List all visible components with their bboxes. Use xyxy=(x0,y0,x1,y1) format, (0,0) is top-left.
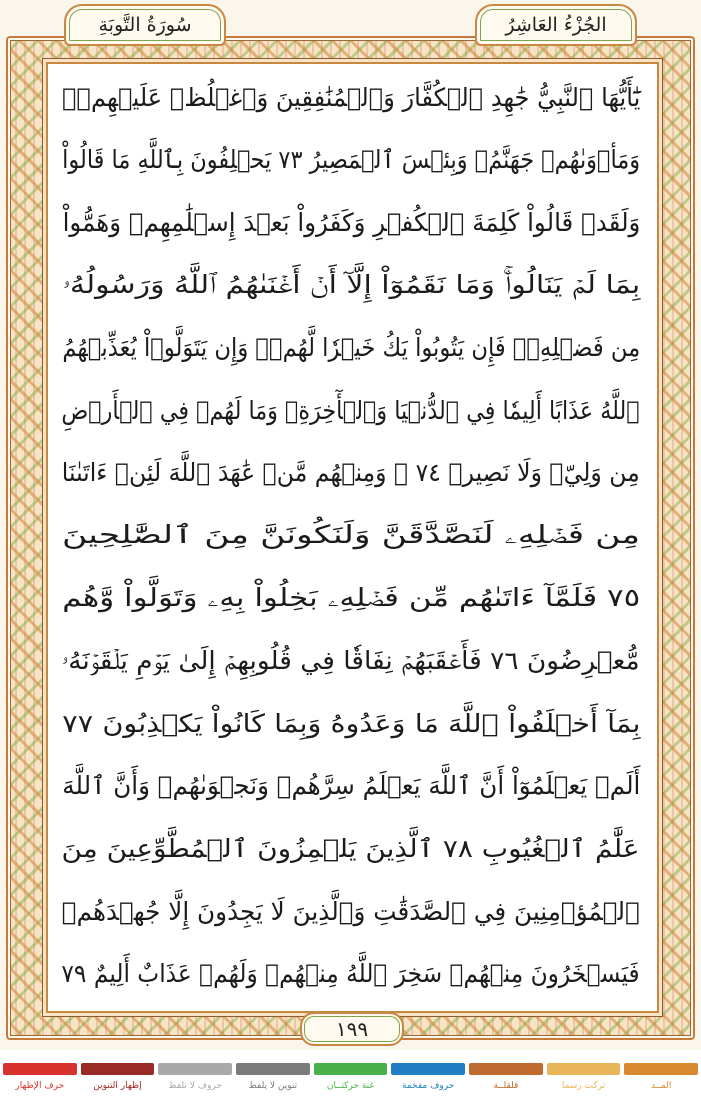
verse-line xyxy=(60,755,642,818)
legend-label: تنوين لا يلفظ xyxy=(248,1081,298,1091)
verse-line-text: ٧٥ فَلَمَّآ ءَاتَىٰهُم مِّن فَضۡلِهِۦ بَخِلُواْ بِهِۦ وَتَوَلَّواْ وَّهُم xyxy=(62,583,641,613)
legend-label: المــد xyxy=(650,1081,672,1091)
legend-swatch xyxy=(158,1063,232,1075)
verse-line-text: مِن وَلِيّٖ وَلَا نَصِيرٖ ٧٤ ۞ وَمِنۡهُم مَّنۡ عَٰهَدَ ٱللَّهَ لَئِنۡ ءَاتَىٰنَا xyxy=(61,458,640,488)
legend-swatch xyxy=(236,1063,310,1075)
juz-label: الجُزْءُ العَاشِرُ xyxy=(505,14,607,36)
legend-swatch xyxy=(391,1063,465,1075)
legend-item xyxy=(391,1058,465,1101)
legend-swatch xyxy=(469,1063,543,1075)
page-number: ١٩٩ xyxy=(335,1017,369,1041)
legend-swatch xyxy=(547,1063,621,1075)
verse-line-text: بِمَآ أَخۡلَفُواْ ٱللَّهَ مَا وَعَدُوهُ وَبِمَا كَانُواْ يَكۡذِبُونَ ٧٧ xyxy=(61,708,641,738)
verse-line-text: مِن فَضۡلِهِۦ لَنَصَّدَّقَنَّ وَلَنَكُونَنَّ مِنَ ٱلصَّٰلِحِينَ xyxy=(61,520,641,550)
legend-item xyxy=(547,1058,621,1101)
verse-line xyxy=(60,567,642,630)
legend-item xyxy=(3,1058,77,1101)
verse-line xyxy=(60,692,642,755)
verse-line xyxy=(60,191,642,254)
verse-line xyxy=(60,316,642,379)
legend-label: قلقلــة xyxy=(493,1081,519,1091)
tajweed-legend xyxy=(0,1058,701,1101)
verse-line-text: يَٰٓأَيُّهَا ٱلنَّبِيُّ جَٰهِدِ ٱلۡكُفَّارَ وَٱلۡمُنَٰفِقِينَ وَٱغۡلُظۡ عَلَيۡهِمۡۚ xyxy=(61,82,641,112)
verse-line-text: فَيَسۡخَرُونَ مِنۡهُمۡ سَخِرَ ٱللَّهُ مِنۡهُمۡ وَلَهُمۡ عَذَابٌ أَلِيمٌ ٧٩ xyxy=(61,959,641,989)
legend-swatch xyxy=(3,1063,77,1075)
legend-item xyxy=(314,1058,388,1101)
legend-item xyxy=(158,1058,232,1101)
verse-line-text: أَلَمۡ يَعۡلَمُوٓاْ أَنَّ ٱللَّهَ يَعۡلَمُ سِرَّهُمۡ وَنَجۡوَىٰهُمۡ وَأَنَّ ٱللَّهَ xyxy=(61,771,641,801)
verse-line xyxy=(60,442,642,505)
verse-line-text: مُّعۡرِضُونَ ٧٦ فَأَعۡقَبَهُمۡ نِفَاقٗا فِي قُلُوبِهِمۡ إِلَىٰ يَوۡمِ يَلۡقَوۡنَهُۥ xyxy=(62,645,640,675)
surah-label: سُورَةُ التَّوبَةِ xyxy=(98,14,192,36)
legend-swatch xyxy=(81,1063,155,1075)
verse-line xyxy=(60,379,642,442)
verse-line xyxy=(60,880,642,943)
legend-label: إظهار التنوين xyxy=(93,1081,142,1091)
verse-line xyxy=(60,629,642,692)
surah-header xyxy=(64,4,226,46)
legend-item xyxy=(236,1058,310,1101)
verse-line xyxy=(60,817,642,880)
verse-line-text: وَمَأۡوَىٰهُمۡ جَهَنَّمُۖ وَبِئۡسَ ٱلۡمَصِيرُ ٧٣ يَحۡلِفُونَ بِٱللَّهِ مَا قَالُواْ xyxy=(62,145,640,175)
verse-line-text: ٱللَّهُ عَذَابًا أَلِيمٗا فِي ٱلدُّنۡيَا وَٱلۡأٓخِرَةِۚ وَمَا لَهُمۡ فِي ٱلۡأَرۡضِ xyxy=(61,395,641,425)
legend-label: حروف مفخمة xyxy=(402,1081,455,1091)
verse-line xyxy=(60,254,642,317)
juz-header xyxy=(475,4,637,46)
verse-line-text: مِن فَضۡلِهِۦۚ فَإِن يَتُوبُواْ يَكُ خَيۡرٗا لَّهُمۡۖ وَإِن يَتَوَلَّوۡاْ يُعَذِّبۡهُمُ xyxy=(62,333,640,363)
legend-item xyxy=(81,1058,155,1101)
verse-line-text: ٱلۡمُؤۡمِنِينَ فِي ٱلصَّدَقَٰتِ وَٱلَّذِينَ لَا يَجِدُونَ إِلَّا جُهۡدَهُمۡ xyxy=(61,896,641,926)
verse-line xyxy=(60,129,642,192)
verse-line-text: عَلَّٰمُ ٱلۡغُيُوبِ ٧٨ ٱلَّذِينَ يَلۡمِزُونَ ٱلۡمُطَّوِّعِينَ مِنَ xyxy=(61,833,641,863)
verse-line xyxy=(60,942,642,1005)
verse-lines xyxy=(60,66,642,1006)
legend-label: تركت رسما xyxy=(561,1081,606,1091)
verse-line xyxy=(60,66,642,129)
page-number-badge xyxy=(300,1012,404,1046)
legend-label: حروف لا تلفظ xyxy=(168,1081,222,1091)
legend-item xyxy=(469,1058,543,1101)
legend-swatch xyxy=(314,1063,388,1075)
legend-label: حرف الإظهار xyxy=(15,1081,65,1091)
legend-label: غنة حركتــان xyxy=(326,1081,375,1091)
legend-swatch xyxy=(624,1063,698,1075)
verse-line-text: وَلَقَدۡ قَالُواْ كَلِمَةَ ٱلۡكُفۡرِ وَكَفَرُواْ بَعۡدَ إِسۡلَٰمِهِمۡ وَهَمُّواْ xyxy=(62,207,640,237)
verse-line-text: بِمَا لَمۡ يَنَالُواْۚ وَمَا نَقَمُوٓاْ إِلَّآ أَنۡ أَغۡنَىٰهُمُ ٱللَّهُ وَرَسُولُهُۥ xyxy=(62,270,640,300)
verse-line xyxy=(60,504,642,567)
legend-item xyxy=(624,1058,698,1101)
